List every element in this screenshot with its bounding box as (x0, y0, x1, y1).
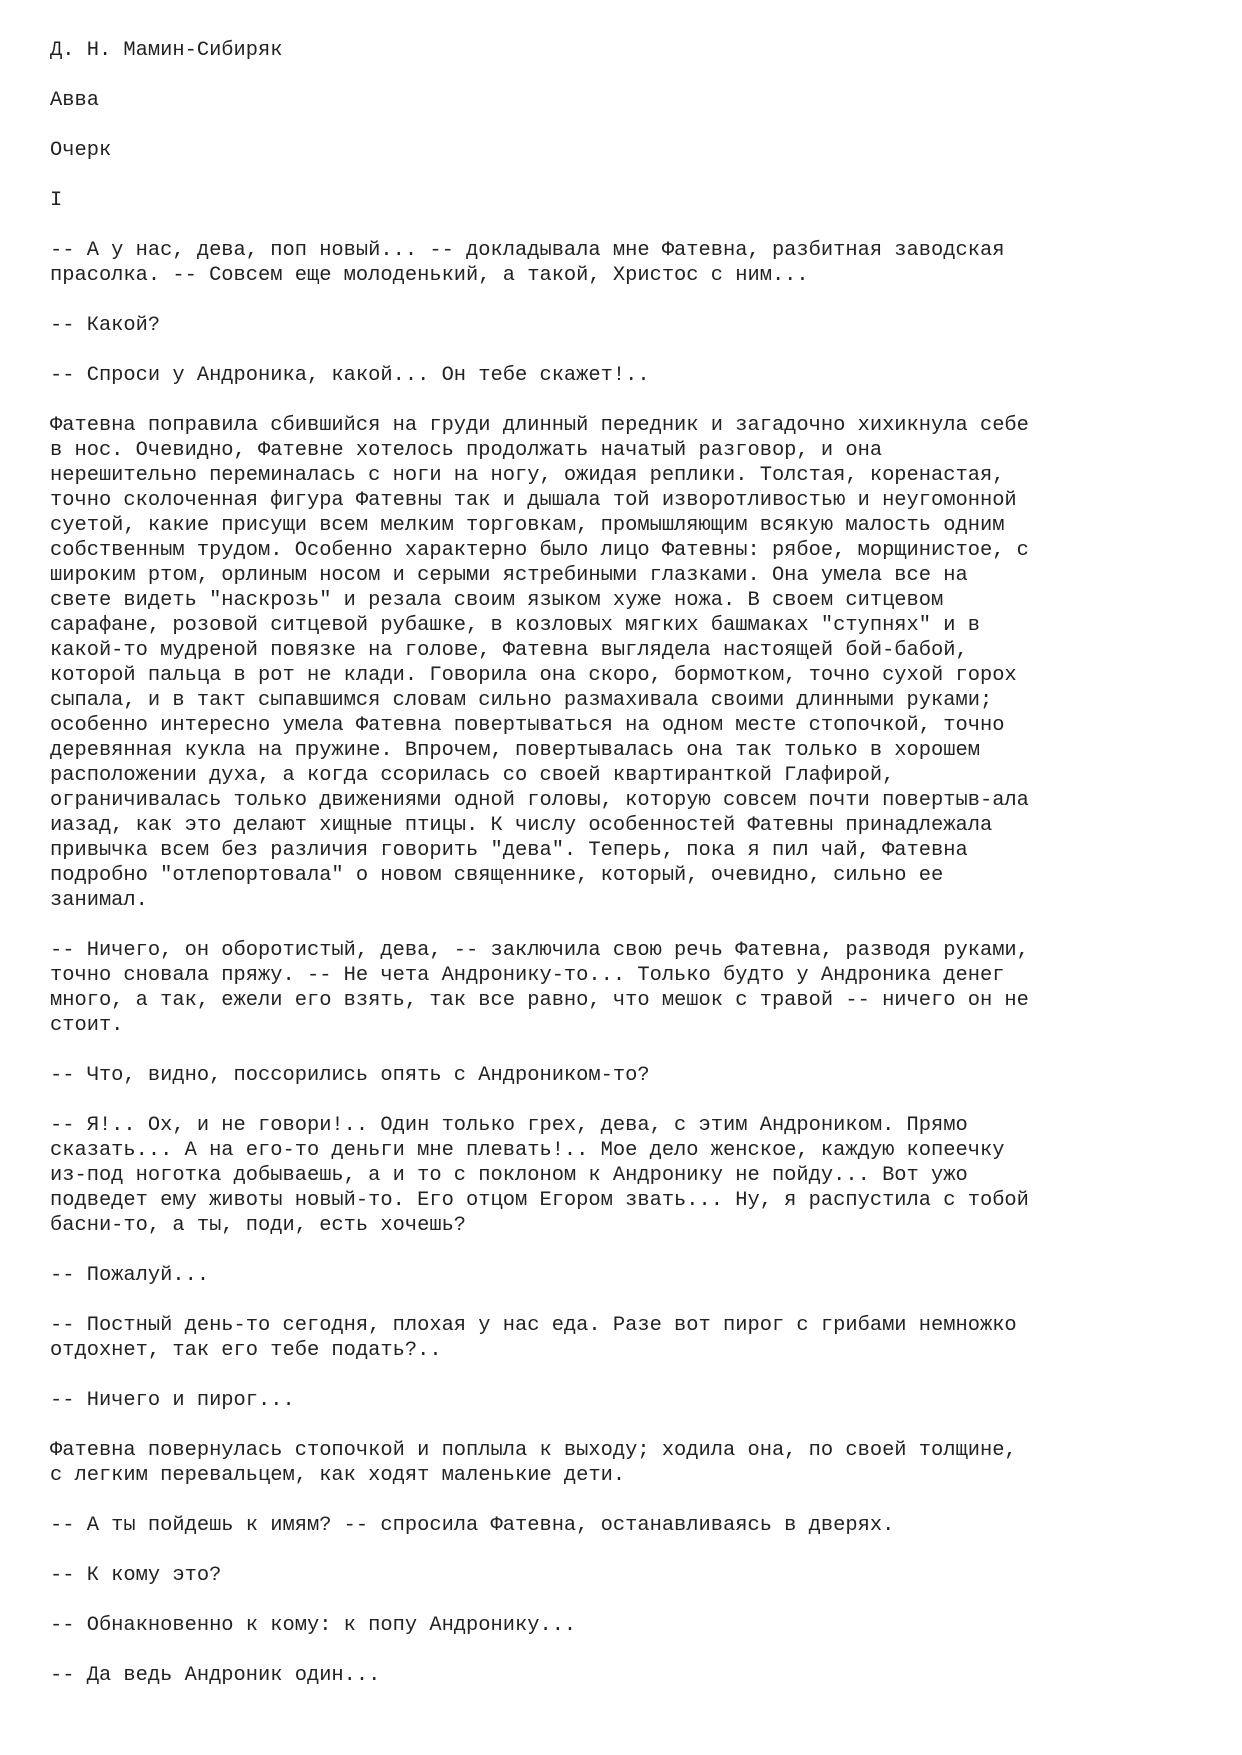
text-line: подробно "отлепортовала" о новом священнике, который, очевидно, сильно ее (50, 864, 944, 887)
paragraph (50, 413, 1200, 913)
text-line: деревянная кукла на пружине. Впрочем, повертывалась она так только в хорошем (50, 739, 980, 762)
text-line: с легким перевальцем, как ходят маленькие дети. (50, 1464, 626, 1487)
paragraph (50, 938, 1200, 1038)
chapter-heading: I (50, 189, 63, 212)
text-line: -- Что, видно, поссорились опять с Андроником-то? (50, 1064, 650, 1087)
text-line: прасолка. -- Совсем еще молоденький, а такой, Христос с ним... (50, 264, 809, 287)
document-page (50, 38, 1200, 1713)
document-title: Авва (50, 89, 99, 112)
text-line: -- Ничего, он оборотистый, дева, -- заключила свою речь Фатевна, разводя руками, (50, 939, 1029, 962)
text-line: иазад, как это делают хищные птицы. К числу особенностей Фатевны принадлежала (50, 814, 993, 837)
text-line: расположении духа, а когда ссорилась со своей квартиранткой Глафирой, (50, 764, 895, 787)
paragraph (50, 1563, 1200, 1588)
text-line: нерешительно переминалась с ноги на ногу, ожидая реплики. Толстая, коренастая, (50, 464, 1005, 487)
paragraph (50, 1613, 1200, 1638)
text-line: привычка всем без различия говорить "дева". Теперь, пока я пил чай, Фатевна (50, 839, 968, 862)
text-line: -- Обнакновенно к кому: к попу Андронику... (50, 1614, 577, 1637)
paragraph (50, 313, 1200, 338)
paragraph (50, 363, 1200, 388)
text-line: сказать... А на его-то деньги мне плевать!.. Мое дело женское, каждую копеечку (50, 1139, 1005, 1162)
text-line: -- Какой? (50, 314, 161, 337)
text-line: отдохнет, так его тебе подать?.. (50, 1339, 442, 1362)
text-line: стоит. (50, 1014, 124, 1037)
text-line: широким ртом, орлиным носом и серыми ястребиными глазками. Она умела все на (50, 564, 968, 587)
text-line: подведет ему животы новый-то. Его отцом Егором звать... Ну, я распустила с тобой (50, 1189, 1029, 1212)
text-line: сыпала, и в такт сыпавшимся словам сильно размахивала своими длинными руками; (50, 689, 993, 712)
text-line: сарафане, розовой ситцевой рубашке, в козловых мягких башмаках "ступнях" и в (50, 614, 980, 637)
text-line: свете видеть "наскрозь" и резала своим языком хуже ножа. В своем ситцевом (50, 589, 944, 612)
paragraph (50, 1313, 1200, 1363)
paragraph (50, 1063, 1200, 1088)
text-line: -- К кому это? (50, 1564, 222, 1587)
text-line: которой пальца в рот не клади. Говорила она скоро, бормотком, точно сухой горох (50, 664, 1017, 687)
text-line: много, а так, ежели его взять, так все равно, что мешок с травой -- ничего он не (50, 989, 1029, 1012)
paragraph (50, 1263, 1200, 1288)
text-line: -- Пожалуй... (50, 1264, 210, 1287)
text-line: точно сколоченная фигура Фатевны так и дышала той изворотливостью и неугомонной (50, 489, 1017, 512)
text-line: Фатевна повернулась стопочкой и поплыла к выходу; ходила она, по своей толщине, (50, 1439, 1017, 1462)
text-line: -- Ничего и пирог... (50, 1389, 295, 1412)
text-line: -- Я!.. Ох, и не говори!.. Один только грех, дева, с этим Андроником. Прямо (50, 1114, 968, 1137)
paragraph (50, 1438, 1200, 1488)
author-line: Д. Н. Мамин-Сибиряк (50, 39, 283, 62)
text-line: ограничивалась только движениями одной головы, которую совсем почти повертыв-ала (50, 789, 1029, 812)
text-line: занимал. (50, 889, 148, 912)
text-line: особенно интересно умела Фатевна повертываться на одном месте стопочкой, точно (50, 714, 1005, 737)
text-line: басни-то, а ты, поди, есть хочешь? (50, 1214, 467, 1237)
body-text (50, 238, 1200, 1688)
genre-line: Очерк (50, 139, 112, 162)
text-line: -- Постный день-то сегодня, плохая у нас еда. Разе вот пирог с грибами немножко (50, 1314, 1017, 1337)
paragraph (50, 1663, 1200, 1688)
text-line: -- А у нас, дева, поп новый... -- докладывала мне Фатевна, разбитная заводская (50, 239, 1005, 262)
text-line: в нос. Очевидно, Фатевне хотелось продолжать начатый разговор, и она (50, 439, 883, 462)
paragraph (50, 238, 1200, 288)
paragraph (50, 1113, 1200, 1238)
text-line: -- Да ведь Андроник один... (50, 1664, 381, 1687)
text-line: -- А ты пойдешь к имям? -- спросила Фатевна, останавливаясь в дверях. (50, 1514, 895, 1537)
text-line: точно сновала пряжу. -- Не чета Андронику-то... Только будто у Андроника денег (50, 964, 1005, 987)
text-line: собственным трудом. Особенно характерно было лицо Фатевны: рябое, морщинистое, с (50, 539, 1029, 562)
text-line: из-под ноготка добываешь, а и то с поклоном к Андронику не пойду... Вот ужо (50, 1164, 968, 1187)
paragraph (50, 1513, 1200, 1538)
paragraph (50, 1388, 1200, 1413)
text-line: -- Спроси у Андроника, какой... Он тебе скажет!.. (50, 364, 650, 387)
text-line: Фатевна поправила сбившийся на груди длинный передник и загадочно хихикнула себе (50, 414, 1029, 437)
text-line: какой-то мудреной повязке на голове, Фатевна выглядела настоящей бой-бабой, (50, 639, 968, 662)
text-line: суетой, какие присущи всем мелким торговкам, промышляющим всякую малость одним (50, 514, 1005, 537)
